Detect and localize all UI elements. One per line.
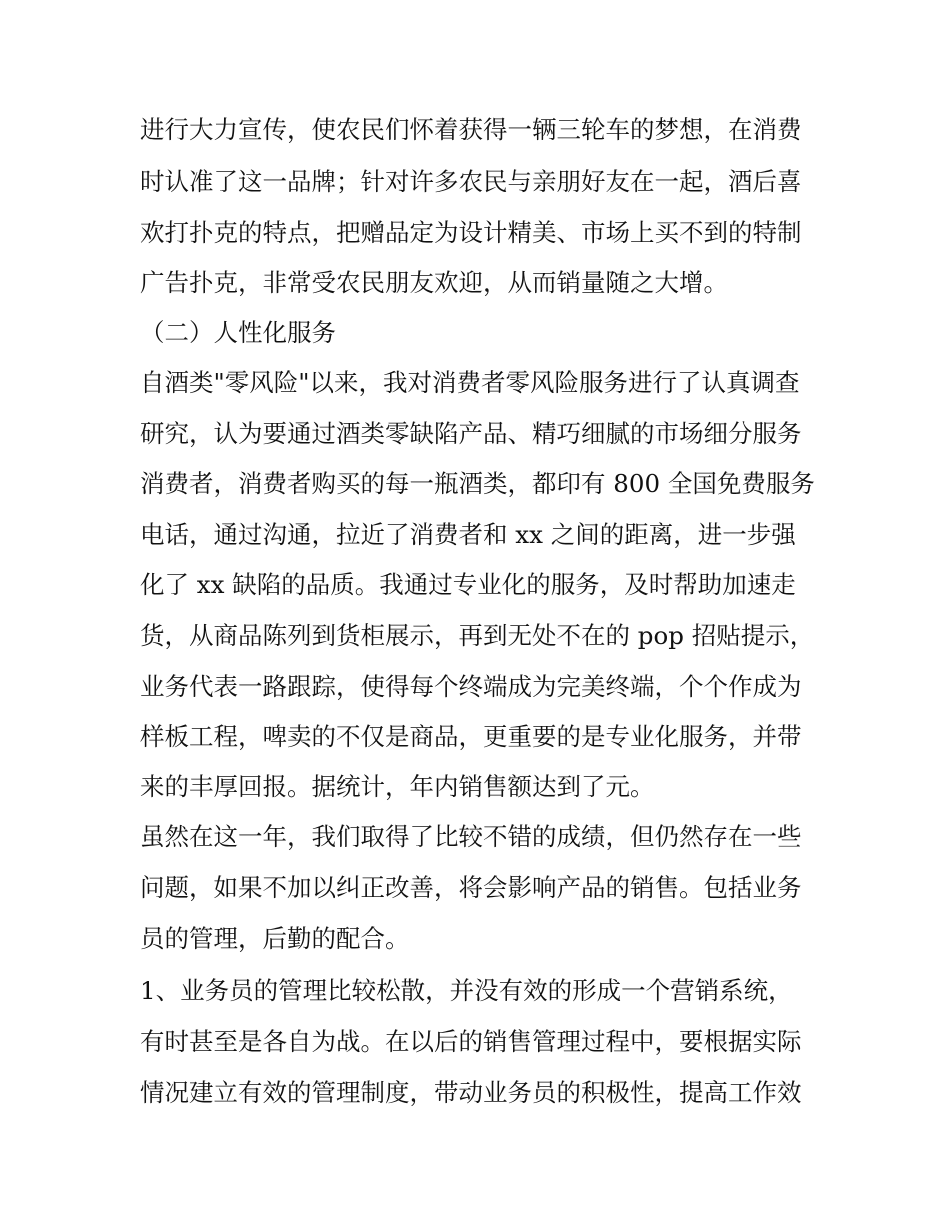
text-line: 欢打扑克的特点，把赠品定为设计精美、市场上买不到的特制 — [140, 218, 802, 247]
text-line: 研究，认为要通过酒类零缺陷产品、精巧细腻的市场细分服务 — [140, 419, 802, 448]
text-line: 来的丰厚回报。据统计，年内销售额达到了元。 — [140, 772, 655, 801]
text-line: 业务代表一路跟踪，使得每个终端成为完美终端，个个作成为 — [140, 672, 802, 701]
text-line: 消费者，消费者购买的每一瓶酒类，都印有 800 全国免费服务 — [140, 469, 815, 498]
text-line: 员的管理，后勤的配合。 — [140, 924, 410, 953]
text-line: 有时甚至是各自为战。在以后的销售管理过程中，要根据实际 — [140, 1027, 802, 1056]
text-line: 虽然在这一年，我们取得了比较不错的成绩，但仍然存在一些 — [140, 822, 802, 851]
text-line: 1、业务员的管理比较松散，并没有效的形成一个营销系统， — [140, 976, 793, 1005]
text-line: 问题，如果不加以纠正改善，将会影响产品的销售。包括业务 — [140, 873, 802, 902]
text-line: 样板工程，啤卖的不仅是商品，更重要的是专业化服务，并带 — [140, 722, 802, 751]
text-line: 电话，通过沟通，拉近了消费者和 xx 之间的距离，进一步强 — [140, 520, 796, 549]
text-line: 自酒类"零风险"以来，我对消费者零风险服务进行了认真调查 — [140, 368, 800, 397]
text-line: 广告扑克，非常受农民朋友欢迎，从而销量随之大增。 — [140, 268, 728, 297]
section-heading: （二）人性化服务 — [140, 318, 336, 347]
text-line: 时认准了这一品牌；针对许多农民与亲朋好友在一起，酒后喜 — [140, 167, 802, 196]
text-line: 货，从商品陈列到货柜展示，再到无处不在的 pop 招贴提示， — [140, 621, 815, 650]
text-line: 化了 xx 缺陷的品质。我通过专业化的服务，及时帮助加速走 — [140, 570, 796, 599]
text-line: 情况建立有效的管理制度，带动业务员的积极性，提高工作效 — [140, 1078, 802, 1107]
text-line: 进行大力宣传，使农民们怀着获得一辆三轮车的梦想，在消费 — [140, 115, 802, 144]
